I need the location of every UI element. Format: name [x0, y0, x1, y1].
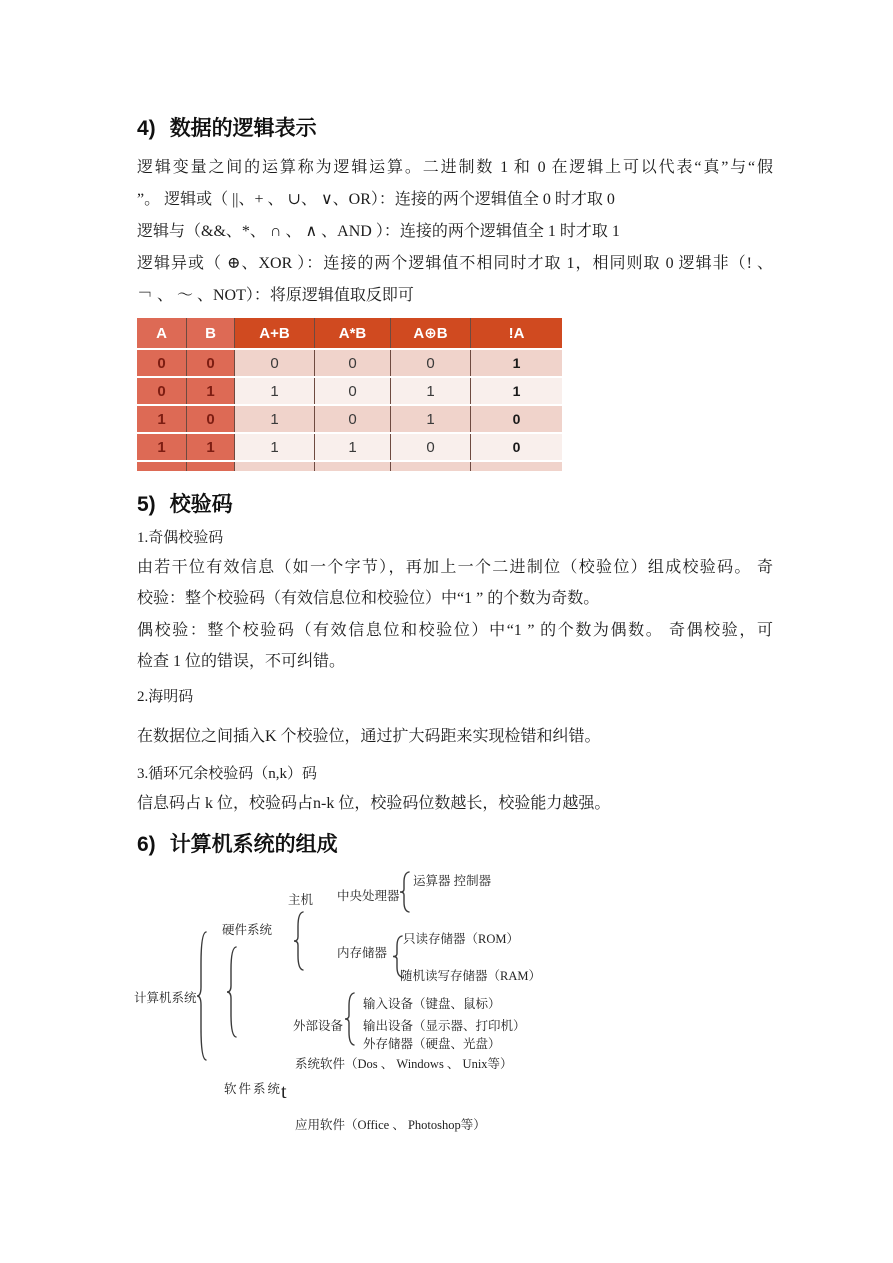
paragraph-line: 逻辑变量之间的运算称为逻辑运算。二进制数 1 和 0 在逻辑上可以代表“真”与“假 [137, 159, 773, 176]
diagram-node-ram: 随机读写存储器（RAM） [400, 969, 541, 983]
truth-table-cell: 0 [187, 406, 235, 432]
diagram-node-host: 主机 [288, 893, 314, 907]
truth-table-header-cell: A+B [235, 318, 315, 348]
truth-table-strip [315, 462, 391, 471]
truth-table-cell: 0 [471, 406, 562, 432]
truth-table-strip [235, 462, 315, 471]
truth-table-cell: 1 [391, 406, 471, 432]
diagram-node-peripheral-devices: 外部设备 [293, 1019, 344, 1033]
truth-table-cell: 1 [391, 378, 471, 404]
brace-host-icon [294, 912, 303, 970]
section-5-title: 校验码 [169, 493, 233, 516]
section-5-number: 5) [137, 493, 156, 516]
truth-table-cell: 0 [137, 378, 187, 404]
diagram-node-internal-memory: 内存储器 [337, 946, 388, 960]
brace-computer-system-icon [197, 932, 206, 1060]
truth-table-cell: 0 [391, 434, 471, 460]
truth-table-cell: 0 [137, 350, 187, 376]
paragraph-line: 由若干位有效信息（如一个字节），再加上一个二进制位（校验位）组成校验码。 奇 [137, 559, 773, 576]
truth-table-strip [391, 462, 471, 471]
paragraph-line: 校验：整个校验码（有效信息位和校验位）中“1 ” 的个数为奇数。 [137, 590, 600, 607]
paragraph-line: 逻辑异或（ ⊕、XOR ）：连接的两个逻辑值不相同时才取 1，相同则取 0 逻辑非（! 、 [137, 255, 773, 272]
truth-table-cell: 0 [471, 434, 562, 460]
truth-table-cell: 1 [471, 350, 562, 376]
truth-table-cell: 1 [137, 434, 187, 460]
truth-table-cell: 0 [315, 406, 391, 432]
subsection-label: 1.奇偶校验码 [137, 530, 224, 546]
section-4-title: 数据的逻辑表示 [169, 117, 317, 140]
diagram-node-system-software: 系统软件（Dos 、 Windows 、 Unix等） [295, 1057, 513, 1071]
truth-table-header-cell: !A [471, 318, 562, 348]
truth-table-cell: 1 [187, 378, 235, 404]
diagram-node-output-devices: 输出设备（显示器、打印机） [363, 1019, 526, 1033]
truth-table-strip [137, 462, 187, 471]
section-5-heading [137, 488, 233, 518]
section-6-heading [137, 828, 338, 858]
diagram-node-application-software: 应用软件（Office 、 Photoshop等） [295, 1118, 486, 1132]
diagram-node-external-storage: 外存储器（硬盘、光盘） [363, 1037, 501, 1051]
paragraph-line: 偶校验：整个校验码（有效信息位和校验位）中“1 ” 的个数为偶数。 奇偶校验，可 [137, 622, 773, 639]
section-6-title: 计算机系统的组成 [169, 833, 338, 856]
paragraph-line: 逻辑与（&&、*、 ∩ 、 ∧ 、AND ）：连接的两个逻辑值全 1 时才取 1 [137, 223, 620, 240]
subsection-label: 3.循环冗余校验码（n,k）码 [137, 766, 318, 782]
truth-table-cell: 0 [315, 350, 391, 376]
brace-hardware-icon [227, 947, 236, 1037]
section-4-heading [137, 112, 317, 142]
truth-table-cell: 1 [235, 434, 315, 460]
truth-table-cell: 0 [391, 350, 471, 376]
paragraph-line: 检查 1 位的错误，不可纠错。 [137, 653, 346, 670]
section-6-number: 6) [137, 833, 156, 856]
paragraph-line: ￢ 、 ～ 、NOT）：将原逻辑值取反即可 [137, 287, 414, 304]
paragraph-line: 在数据位之间插入K 个校验位，通过扩大码距来实现检错和纠错。 [137, 728, 601, 745]
diagram-node-computer-system: 计算机系统 [134, 991, 197, 1005]
truth-table-header-cell: A⊕B [391, 318, 471, 348]
truth-table-cell: 1 [187, 434, 235, 460]
paragraph-line: 信息码占 k 位，校验码占n-k 位，校验码位数越长，校验能力越强。 [137, 795, 611, 812]
truth-table-strip [471, 462, 562, 471]
diagram-node-cpu: 中央处理器 [337, 889, 400, 903]
paragraph-line: ”。 逻辑或（ ||、+ 、 ∪、 ∨、OR）：连接的两个逻辑值全 0 时才取 0 [137, 191, 615, 208]
truth-table-header-cell: B [187, 318, 235, 348]
brace-cpu-icon [400, 872, 409, 912]
subsection-label: 2.海明码 [137, 689, 194, 705]
truth-table-cell: 1 [235, 378, 315, 404]
diagram-node-hardware-system: 硬件系统 [222, 923, 273, 937]
truth-table-header-cell: A*B [315, 318, 391, 348]
truth-table-cell: 1 [315, 434, 391, 460]
diagram-node-rom: 只读存储器（ROM） [403, 932, 519, 946]
computer-system-diagram [120, 860, 590, 1150]
truth-table-cell: 0 [315, 378, 391, 404]
truth-table-cell: 0 [235, 350, 315, 376]
diagram-node-input-devices: 输入设备（键盘、鼠标） [363, 997, 501, 1011]
diagram-node-software-system: 软件系统 [224, 1082, 283, 1096]
truth-table-cell: 1 [137, 406, 187, 432]
diagram-node-alu-controller: 运算器 控制器 [413, 874, 492, 888]
truth-table-header-cell: A [137, 318, 187, 348]
truth-table-cell: 1 [471, 378, 562, 404]
truth-table-cell: 0 [187, 350, 235, 376]
diagram-stray-t: t [281, 1081, 287, 1103]
section-4-number: 4) [137, 117, 156, 140]
truth-table [137, 318, 562, 471]
truth-table-cell: 1 [235, 406, 315, 432]
brace-peripheral-icon [345, 993, 354, 1045]
truth-table-strip [187, 462, 235, 471]
